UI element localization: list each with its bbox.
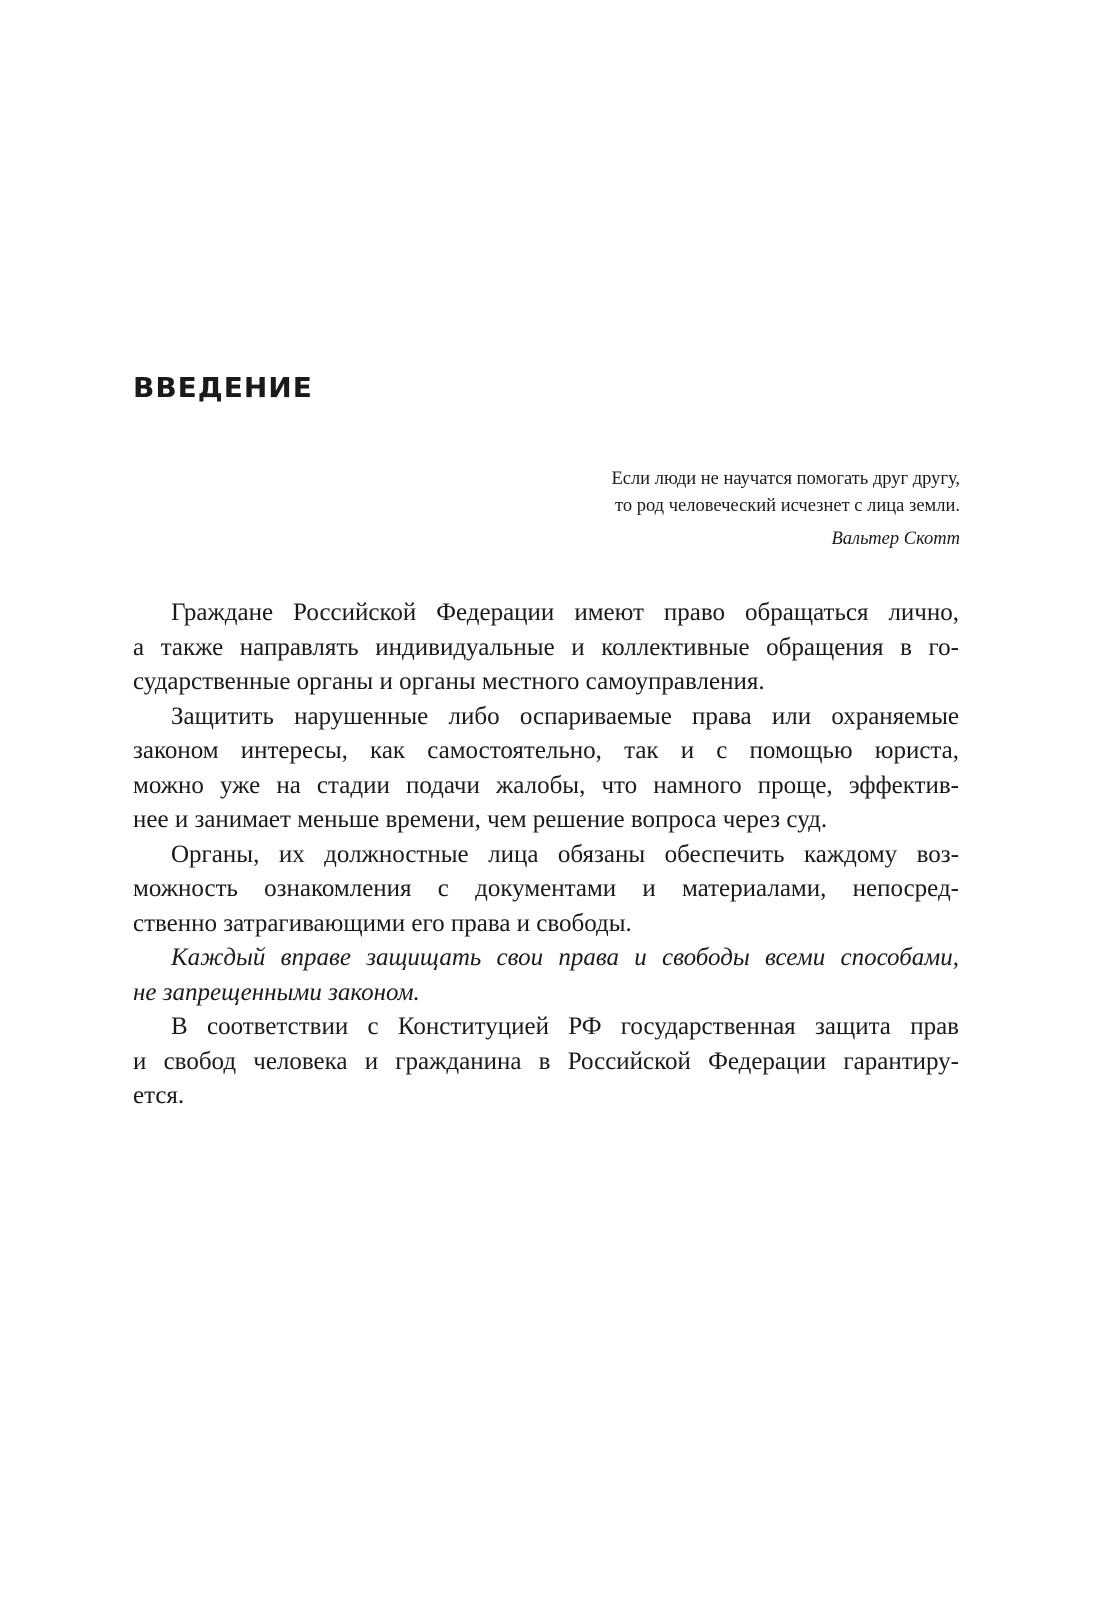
text-line: Органы, их должностные лица обязаны обеспечить каждому воз- (171, 840, 959, 868)
paragraph (133, 838, 959, 942)
text-line: законом интересы, как самостоятельно, так и с помощью юриста, (133, 737, 959, 764)
epigraph-line: Если люди не научатся помогать друг другу, (611, 469, 960, 489)
page-title: ВВЕДЕНИЕ (133, 371, 313, 404)
epigraph-line: то род человеческий исчезнет с лица земли. (615, 496, 960, 516)
text-line: ется. (133, 1082, 185, 1109)
text-line: Каждый вправе защищать свои права и свободы всеми способами, (171, 944, 959, 971)
text-line: Защитить нарушенные либо оспариваемые права или охраняемые (171, 702, 959, 730)
text-line: сударственные органы и органы местного самоуправления. (133, 668, 765, 695)
text-line: можность ознакомления с документами и материалами, непосред- (133, 875, 959, 902)
text-line: В соответствии с Конституцией РФ государственная защита прав (171, 1013, 959, 1040)
epigraph (540, 466, 960, 553)
paragraph (133, 700, 959, 838)
text-line: а также направлять индивидуальные и коллективные обращения в го- (133, 633, 959, 661)
text-line: Граждане Российской Федерации имеют право обращаться лично, (171, 599, 959, 626)
paragraph (133, 1010, 959, 1114)
text-line: ственно затрагивающими его права и свободы. (133, 909, 632, 937)
emphasized-paragraph (133, 941, 959, 1010)
body-text (133, 596, 959, 1114)
text-line: не запрещенными законом. (133, 978, 420, 1006)
text-line: и свобод человека и гражданина в Российской Федерации гарантиру- (133, 1047, 959, 1075)
epigraph-author: Вальтер Скотт (831, 529, 960, 549)
text-line: можно уже на стадии подачи жалобы, что намного проще, эффектив- (133, 771, 959, 799)
paragraph (133, 596, 959, 700)
text-line: нее и занимает меньше времени, чем решение вопроса через суд. (133, 806, 828, 833)
